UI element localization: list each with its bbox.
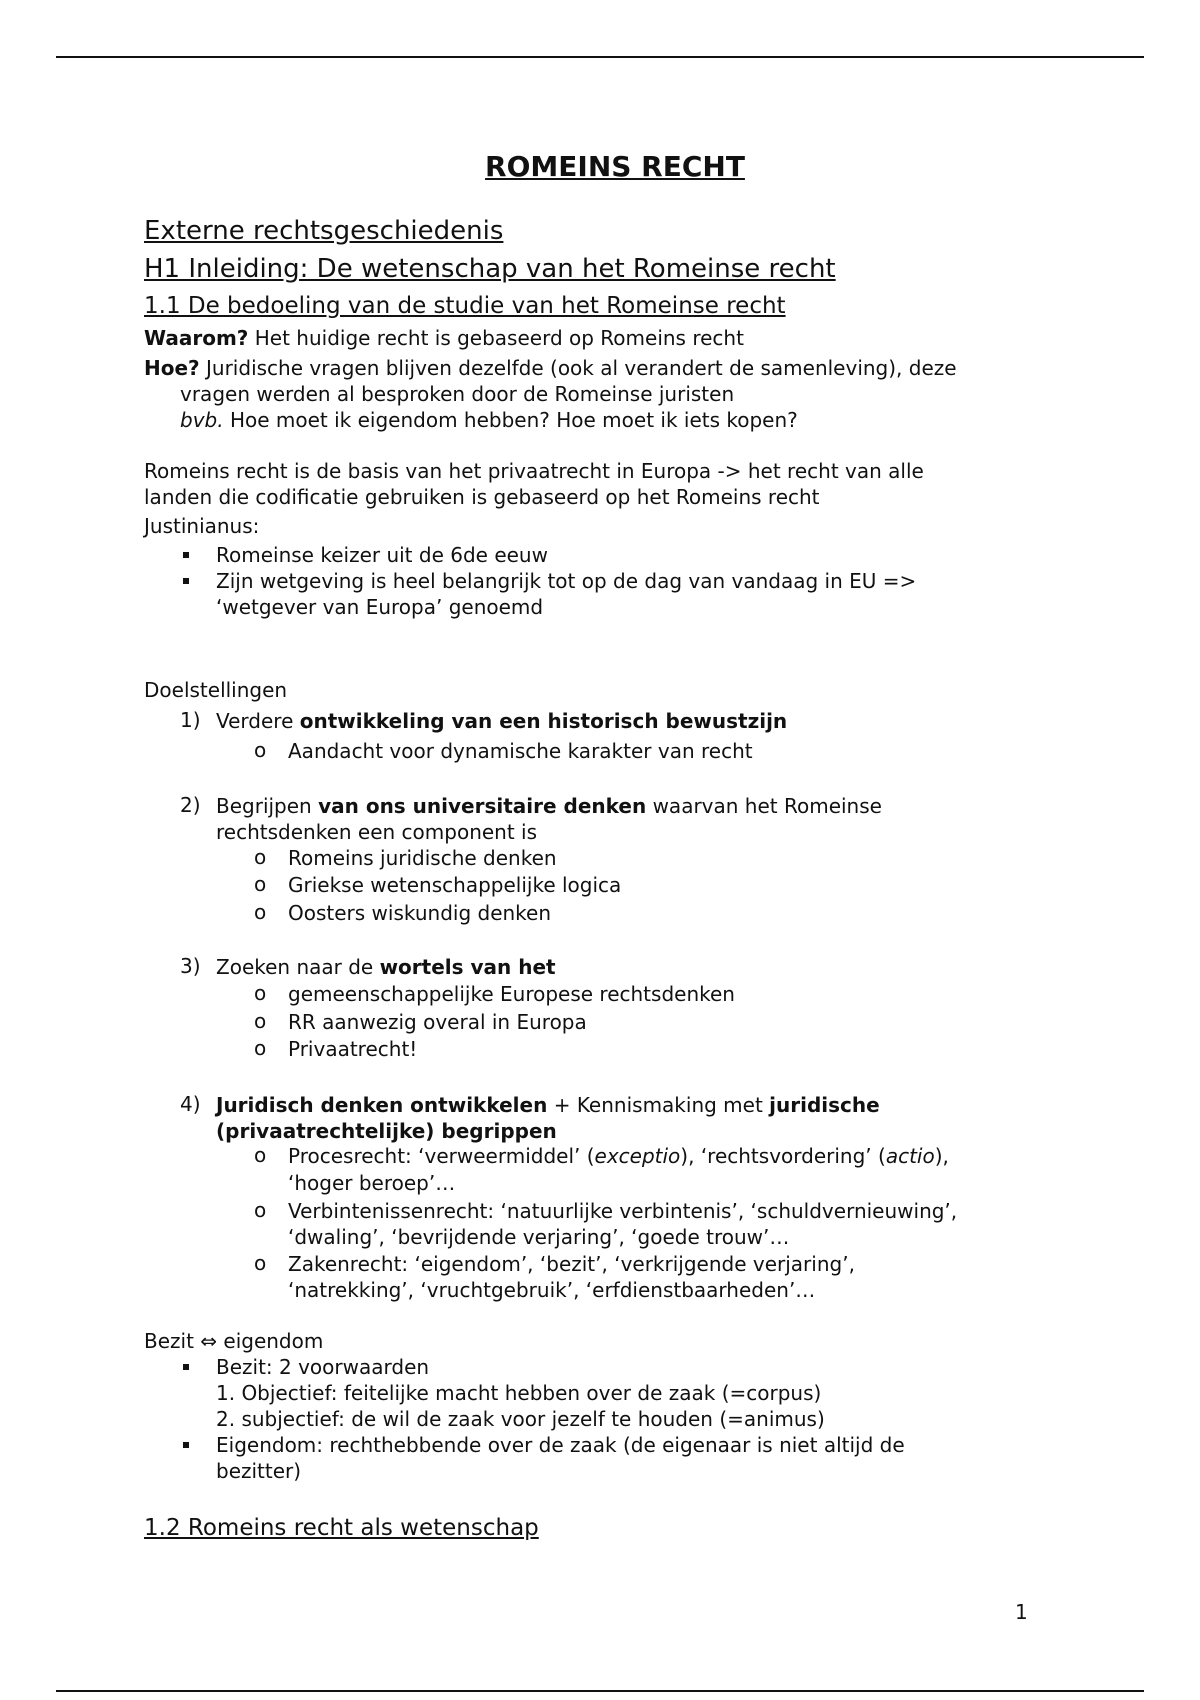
- square-bullet-icon: [183, 578, 189, 584]
- sub-item: Romeins juridische denken: [288, 846, 557, 870]
- goals-label: Doelstellingen: [144, 678, 288, 702]
- part-heading: Externe rechtsgeschiedenis: [144, 216, 504, 246]
- list-item-continuation: bezitter): [216, 1459, 302, 1483]
- sub-item: Privaatrecht!: [288, 1037, 418, 1061]
- sub-item-continuation: ‘hoger beroep’…: [288, 1171, 456, 1195]
- list-item: Zijn wetgeving is heel belangrijk tot op de dag van vandaag in EU =>: [216, 569, 917, 593]
- sub-bullet-icon: o: [254, 981, 267, 1005]
- sub-bullet-icon: o: [254, 872, 267, 896]
- chapter-heading: H1 Inleiding: De wetenschap van het Romeinse recht: [144, 254, 836, 284]
- sub-bullet-icon: o: [254, 845, 267, 869]
- goal-number: 2): [180, 793, 201, 817]
- list-item: Romeinse keizer uit de 6de eeuw: [216, 543, 548, 567]
- list-item-detail: 1. Objectief: feitelijke macht hebben over de zaak (=corpus): [216, 1381, 822, 1405]
- section-heading-1-2: 1.2 Romeins recht als wetenschap: [144, 1515, 539, 1541]
- sub-bullet-icon: o: [254, 738, 267, 762]
- paragraph-line: landen die codificatie gebruiken is gebaseerd op het Romeins recht: [144, 485, 820, 509]
- example-label: bvb.: [180, 408, 224, 432]
- list-item: Bezit: 2 voorwaarden: [216, 1355, 430, 1379]
- waarom-label: Waarom?: [144, 326, 249, 350]
- square-bullet-icon: [183, 1364, 189, 1370]
- footer-rule: [56, 1690, 1144, 1692]
- list-item-detail: 2. subjectief: de wil de zaak voor jezelf te houden (=animus): [216, 1407, 825, 1431]
- header-rule: [56, 56, 1144, 58]
- sub-item: gemeenschappelijke Europese rechtsdenken: [288, 982, 735, 1006]
- list-item: Eigendom: rechthebbende over de zaak (de eigenaar is niet altijd de: [216, 1433, 905, 1457]
- section-heading-1-1: 1.1 De bedoeling van de studie van het Romeinse recht: [144, 293, 786, 319]
- sub-item: Zakenrecht: ‘eigendom’, ‘bezit’, ‘verkrijgende verjaring’,: [288, 1252, 855, 1276]
- sub-bullet-icon: o: [254, 1143, 267, 1167]
- goal-2-continuation: rechtsdenken een component is: [216, 820, 538, 844]
- sub-bullet-icon: o: [254, 1036, 267, 1060]
- hoe-label: Hoe?: [144, 356, 200, 380]
- goal-4: Juridisch denken ontwikkelen + Kennismaking met juridische: [216, 1093, 880, 1117]
- bezit-heading: Bezit ⇔ eigendom: [144, 1329, 324, 1353]
- sub-item: Aandacht voor dynamische karakter van recht: [288, 739, 753, 763]
- sub-item: Griekse wetenschappelijke logica: [288, 873, 622, 897]
- goal-3: Zoeken naar de wortels van het: [216, 955, 556, 979]
- square-bullet-icon: [183, 1442, 189, 1448]
- paragraph-line: Romeins recht is de basis van het privaatrecht in Europa -> het recht van alle: [144, 459, 924, 483]
- sub-bullet-icon: o: [254, 1198, 267, 1222]
- sub-bullet-icon: o: [254, 1009, 267, 1033]
- goal-number: 3): [180, 954, 201, 978]
- goal-1: Verdere ontwikkeling van een historisch bewustzijn: [216, 709, 788, 733]
- sub-bullet-icon: o: [254, 900, 267, 924]
- goal-4-continuation: (privaatrechtelijke) begrippen: [216, 1119, 557, 1143]
- sub-item: Verbintenissenrecht: ‘natuurlijke verbintenis’, ‘schuldvernieuwing’,: [288, 1199, 958, 1223]
- page-title: ROMEINS RECHT: [485, 150, 745, 183]
- hoe-text: Juridische vragen blijven dezelfde (ook al verandert de samenleving), deze: [199, 356, 957, 380]
- hoe-continuation: vragen werden al besproken door de Romeinse juristen: [180, 382, 735, 406]
- sub-item-continuation: ‘dwaling’, ‘bevrijdende verjaring’, ‘goede trouw’…: [288, 1225, 790, 1249]
- sub-item: Oosters wiskundig denken: [288, 901, 552, 925]
- waarom-line: [144, 325, 744, 351]
- goal-number: 4): [180, 1092, 201, 1116]
- sub-item: Procesrecht: ‘verweermiddel’ (exceptio), ‘rechtsvordering’ (actio),: [288, 1144, 949, 1168]
- goal-number: 1): [180, 708, 201, 732]
- sub-bullet-icon: o: [254, 1251, 267, 1275]
- example-line: [180, 407, 798, 433]
- example-text: Hoe moet ik eigendom hebben? Hoe moet ik iets kopen?: [223, 408, 798, 432]
- waarom-text: Het huidige recht is gebaseerd op Romeins recht: [248, 326, 744, 350]
- justinianus-label: Justinianus:: [144, 514, 260, 538]
- square-bullet-icon: [183, 552, 189, 558]
- list-item: ‘wetgever van Europa’ genoemd: [216, 595, 544, 619]
- hoe-line: [144, 355, 957, 381]
- sub-item: RR aanwezig overal in Europa: [288, 1010, 587, 1034]
- sub-item-continuation: ‘natrekking’, ‘vruchtgebruik’, ‘erfdienstbaarheden’…: [288, 1278, 816, 1302]
- page-number: 1: [1015, 1600, 1028, 1624]
- goal-2: Begrijpen van ons universitaire denken waarvan het Romeinse: [216, 794, 882, 818]
